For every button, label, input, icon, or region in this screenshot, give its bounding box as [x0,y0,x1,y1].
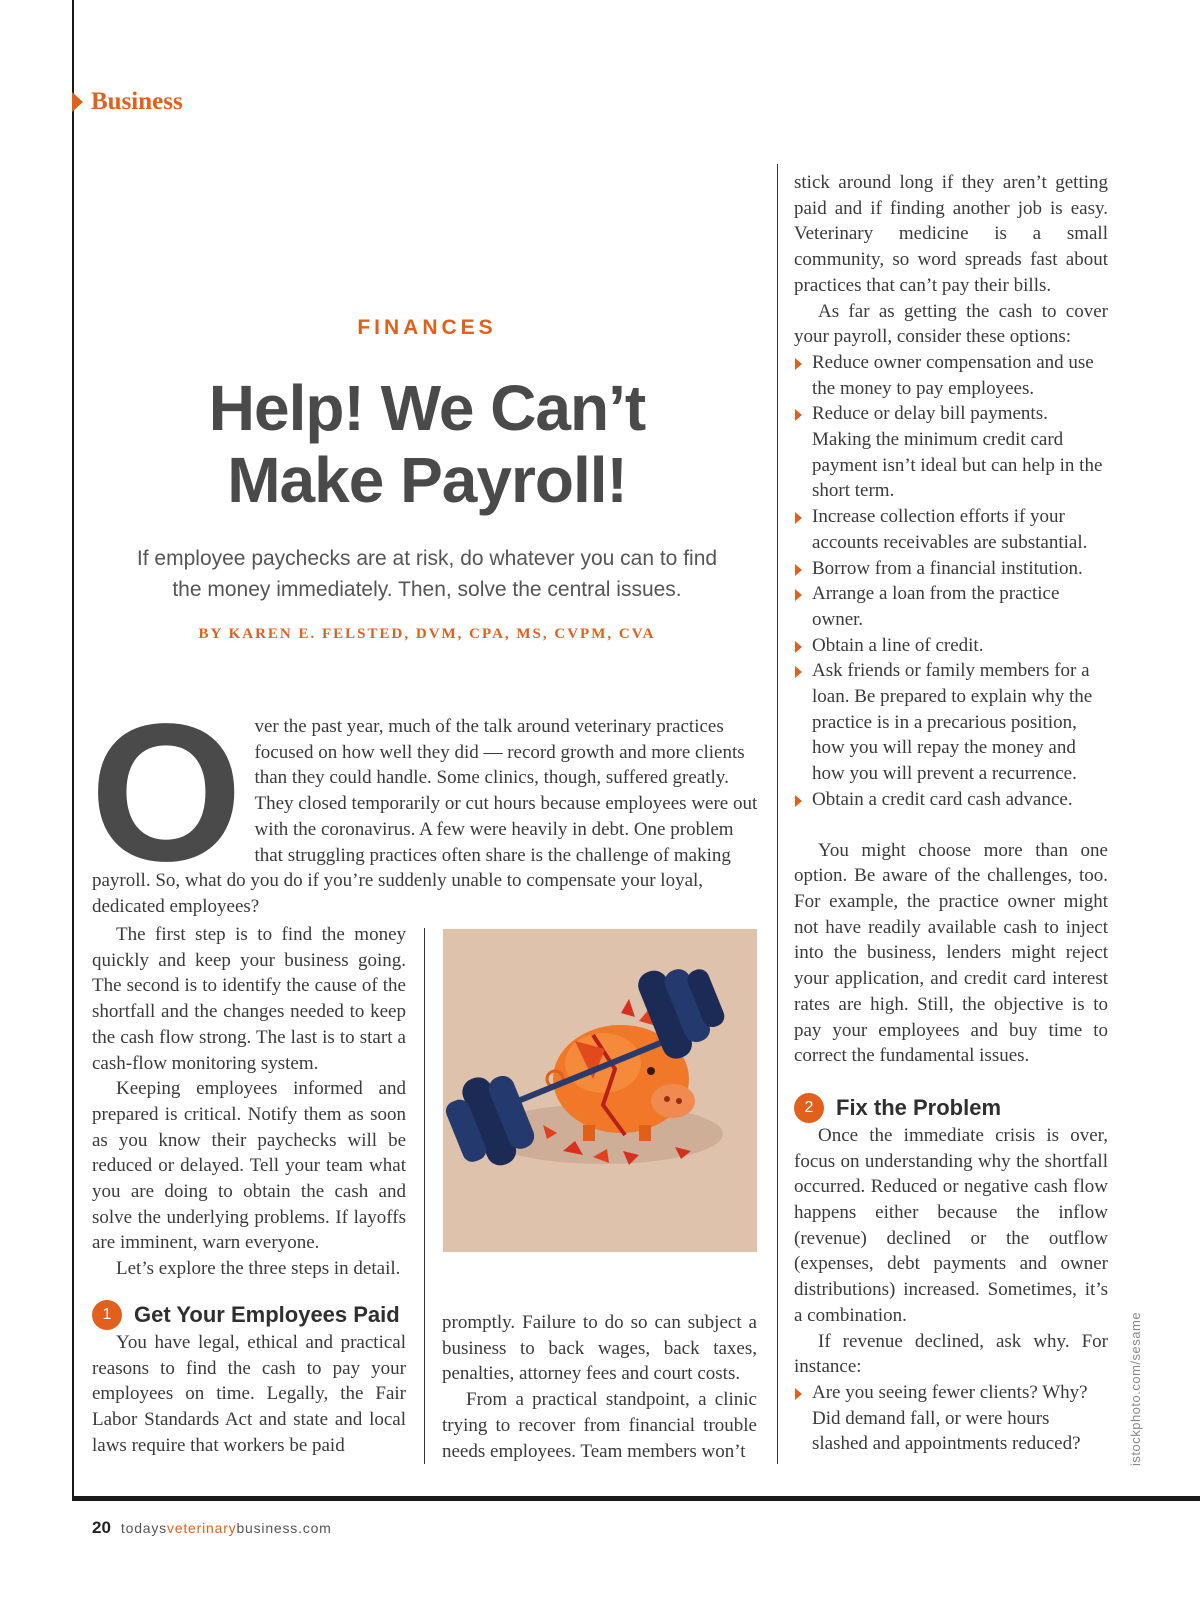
col-a-paragraph-2: Keeping employees informed and prepared is critical. Notify them as soon as you know their paychecks will be reduced or delayed. Tell your team what you are doing to obtain the cash and solve the underlying problems. If layoffs are imminent, warn everyone. [92,1078,406,1254]
list-item: Reduce or delay bill payments. Making the minimum credit card payment isn’t ideal but can help in the short term. [794,401,1108,504]
footer-rule [72,1496,1200,1501]
step-2-heading [794,1093,1108,1123]
step-1-heading [92,1300,406,1330]
col-c-paragraph-4: Once the immediate crisis is over, focus on understanding why the shortfall occurred. Reduced or negative cash flow happens either because the inflow (revenue) declined or the outflow (expenses, debt payments and owner distributions) increased. Sometimes, it’s a combination. [794,1124,1108,1326]
column-c [794,170,1108,1457]
options-list [794,350,1108,813]
section-label: Business [91,88,183,115]
site-url-prefix: todays [120,1520,167,1536]
col-a-paragraph-4: You have legal, ethical and practical reasons to find the cash to pay your employees on time. Legally, the Fair Labor Standards Act and state and local laws require that workers be paid [92,1331,406,1456]
piggy-bank-barbell-icon [443,929,757,1252]
headline [92,372,762,516]
left-margin-rule [72,0,74,1500]
col-a-paragraph-3: Let’s explore the three steps in detail. [116,1258,401,1280]
col-c-paragraph-2: As far as getting the cash to cover your payroll, consider these options: [794,300,1108,348]
list-item: Increase collection efforts if your accounts receivables are substantial. [794,504,1108,555]
list-item: Borrow from a financial institution. [794,556,1108,582]
list-item: Arrange a loan from the practice owner. [794,581,1108,632]
drop-cap: O [90,683,243,902]
step-2-title: Fix the Problem [836,1095,1002,1121]
dek-line-2: the money immediately. Then, solve the central issues. [172,578,682,601]
page-footer [92,1518,332,1538]
column-b [442,1310,757,1464]
list-item: Reduce owner compensation and use the money to pay employees. [794,350,1108,401]
byline: BY KAREN E. FELSTED, DVM, CPA, MS, CVPM, CVA [198,626,656,642]
questions-list [794,1380,1108,1457]
step-1-badge: 1 [92,1300,122,1330]
section-arrow-icon [72,92,83,112]
col-c-paragraph-1: stick around long if they aren’t getting paid and if finding another job is easy. Veterinary medicine is a small community, so word spreads fast about practices that can’t pay their bills. [794,172,1108,296]
kicker: FINANCES [357,316,497,339]
list-item: Obtain a line of credit. [794,633,1108,659]
piggy-bank-barbell-illustration [443,929,757,1252]
column-divider-1 [424,928,425,1464]
site-url [121,1520,332,1536]
site-url-highlight: veterinary [166,1520,237,1536]
dek-line-1: If employee paychecks are at risk, do whatever you can to find [136,547,718,570]
headline-line-1: Help! We Can’t [208,372,646,444]
col-c-paragraph-3: You might choose more than one option. Be aware of the challenges, too. For example, the practice owner might not have readily available cash to inject into the business, lenders might reject your application, and credit card interest rates are high. Still, the objective is to pay your employees and buy time to correct the fundamental issues. [794,839,1108,1067]
col-b-paragraph-2: From a practical standpoint, a clinic trying to recover from financial trouble needs employees. Team members won’t [442,1389,757,1462]
list-item: Ask friends or family members for a loan. Be prepared to explain why the practice is in a precarious position, how you will repay the money and how you will prevent a recurrence. [794,658,1108,787]
headline-line-2: Make Payroll! [227,444,627,516]
dek [92,543,762,605]
intro-paragraph [90,683,758,920]
col-b-paragraph-1: promptly. Failure to do so can subject a business to back wages, back taxes, penalties, attorney fees and court costs. [442,1312,757,1385]
col-a-paragraph-1: The first step is to find the money quickly and keep your business going. The second is to identify the cause of the shortfall and the changes needed to keep the cash flow strong. The last is to start a cash-flow monitoring system. [92,924,406,1074]
step-2-badge: 2 [794,1093,824,1123]
column-divider-2 [777,164,778,1464]
step-1-title: Get Your Employees Paid [134,1301,400,1327]
column-a [92,922,406,1458]
section-tag [72,88,183,116]
col-c-paragraph-5: If revenue declined, ask why. For instance: [794,1330,1108,1378]
page-number: 20 [92,1518,111,1537]
list-item: Are you seeing fewer clients? Why? Did demand fall, or were hours slashed and appointments reduced? [794,1380,1108,1457]
site-url-suffix: business.com [236,1520,332,1536]
photo-credit: istockphoto.com/sesame [1128,1311,1143,1466]
list-item: Obtain a credit card cash advance. [794,787,1108,813]
intro-text: ver the past year, much of the talk around veterinary practices focused on how well they did — record growth and more clients than they could handle. Some clinics, though, suffered greatly. They closed temporarily or cut hours because employees were out with the coronavirus. A few were heavily in debt. One problem that struggling practices often share is the challenge of making payroll. So, what do you do if you’re suddenly unable to compensate your loyal, dedicated employees? [92,716,758,917]
